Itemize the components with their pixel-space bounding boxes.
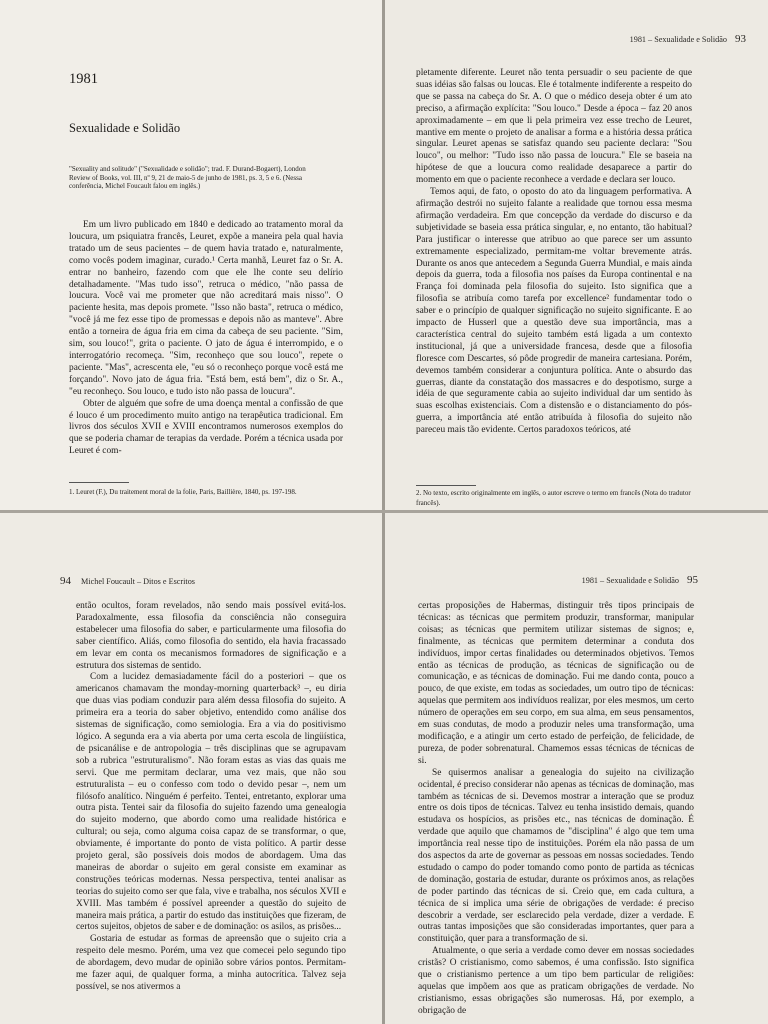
book-page-94 [0,512,384,1024]
paragraph: pletamente diferente. Leuret não tenta persuadir o seu paciente de que suas idéias são falsas ou loucas. Ele é totalmente indiferente a respeito do que se passa na cabeça do Sr. A. O que o médico deseja obter é um ato preciso, a afirmação explícita: "Sou louco." Desde a época – faz 20 anos aproximadamente – em que li pela primeira vez esse trecho de Leuret, mantive em mente o projeto de analisar a forma e a história dessa prática singular. Leuret apenas se satisfaz quando seu paciente declara: "Sou louco", ou melhor: "Tudo isso não passa de loucura." Ele se baseia na hipótese de que a loucura como realidade desaparece a partir do momento em que o paciente reconhece a verdade e declara ser louco. [416,68,692,186]
footnote: 1. Leuret (F.), Du traitement moral de la folie, Paris, Baillière, 1840, ps. 197-198. [69,488,297,496]
footnote-divider [416,485,476,486]
footnote-divider [69,482,129,483]
body-text [76,601,346,994]
body-text [418,601,694,1018]
paragraph: Gostaria de estudar as formas de apreensão que o sujeito cria a respeito dele mesmo. Porém, uma vez que comecei pelo segundo tipo de abordagem, devo mudar de opinião sobre vários pontos. Permitam-me fazer aqui, de qualquer forma, a minha autocrítica. Talvez seja possível, se nos ativermos a [76,934,346,992]
paragraph: Em um livro publicado em 1840 e dedicado ao tratamento moral da loucura, um psiquiatra francês, Leuret, expõe a maneira pela qual havia tratado um de seus pacientes – de quem havia tratado e, naturalmente, como vocês podem imaginar, curado.¹ Certa manhã, Leuret faz o Sr. A. entrar no banheiro, fazendo com que ele lhe conte seu delírio detalhadamente. "Mas tudo isso", retruca o médico, "não passa de loucura. Você vai me prometer que não acreditará mais nisso". O paciente hesita, mas depois promete. "Isso não basta", retruca o médico, "você já me fez esse tipo de promessas e depois não as manteve". Abre então a torneira de água fria em cima da cabeça de seu paciente. "Sim, sim, sou louco!", grita o paciente. O jato de água é interrompido, e o interrogatório recomeça. "Sim, reconheço que sou louco", repete o paciente. "Mas", acrescenta ele, "eu só o reconheço porque você está me forçando". Novo jato de água fria. "Está bem, está bem", diz o Sr. A., "eu reconheço. Sou louco, e tudo isto não passa de loucura". [69,220,343,397]
paragraph: então ocultos, foram revelados, não sendo mais possível evitá-los. Paradoxalmente, essa filosofia da consciência não conseguira estabelecer uma filosofia do saber, e particularmente uma filosofia do saber científico. Aliás, como filosofia do sentido, ela havia fracassado em levar em conta os mecanismos formadores de significação e a estrutura dos sistemas de sentido. [76,601,346,671]
page-separator [0,510,768,513]
running-head [60,575,195,587]
running-head [630,33,746,45]
paragraph: Atualmente, o que seria a verdade como dever em nossas sociedades cristãs? O cristianismo, como sabemos, é uma confissão. Isto significa que o cristianismo pertence a um tipo bem particular de religiões: aquelas que impõem aos que as praticam obrigações de verdade. No cristianismo, essas obrigações são numerosas. Há, por exemplo, a obrigação de [418,946,694,1016]
running-head-title: Michel Foucault – Ditos e Escritos [81,577,195,586]
running-head-title: 1981 – Sexualidade e Solidão [581,576,679,585]
paragraph: Com a lucidez demasiadamente fácil do a posteriori – que os americanos chamavam the monday-morning quarterback³ –, eu diria que duas vias podiam conduzir para além dessa filosofia do sujeito. A primeira era a teoria do saber objetivo, entendido como análise dos sistemas de significação, como semiologia. Era a via do positivismo lógico. A segunda era a via aberta por uma certa escola de lingüística, de psicanálise e de antropologia – três disciplinas que se agrupavam sob a rubrica "estruturalismo". Não foram estas as vias das quais me servi. Que me permitam declarar, uma vez mais, que não sou estruturalista – eu o confesso com todo o devido pesar –, nem um filósofo analítico. Ninguém é perfeito. Tentei, entretanto, explorar uma outra pista. Tentei sair da filosofia do sujeito fazendo uma genealogia do sujeito moderno, que abordo como uma realidade histórica e cultural; ou seja, como alguma coisa capaz de se transformar, o que, obviamente, é importante do ponto de vista político. A partir desse projeto geral, são possíveis dois modos de abordagem. Uma das maneiras de abordar o sujeito em geral consiste em examinar as construções teóricas modernas. Nessa perspectiva, tentei analisar as teorias do sujeito como ser que fala, vive e trabalha, nos séculos XVII e XVIII. Mas também é possível apreender a questão do sujeito de maneira mais prática, a partir do estudo das instituições que fizeram, de certos sujeitos, objetos de saber e de dominação: os asilos, as prisões... [76,672,346,933]
paragraph: Obter de alguém que sofre de uma doença mental a confissão de que é louco é um procedimento muito antigo na terapêutica tradicional. Em livros dos séculos XVII e XVIII encontramos numerosos exemplos do que se poderia chamar de terapias da verdade. Porém a técnica usada por Leuret é com- [69,398,343,457]
paragraph: Se quisermos analisar a genealogia do sujeito na civilização ocidental, é preciso considerar não apenas as técnicas de dominação, mas também as técnicas de si. Devemos mostrar a interação que se produz entre os dois tipos de técnicas. Talvez eu tenha insistido demais, quando estudava os hospícios, as prisões etc., nas técnicas de dominação. É verdade que aquilo que chamamos de "disciplina" é algo que tem uma importância real nesse tipo de instituições. Porém ela não passa de um dos aspectos da arte de governar as pessoas em nossas sociedades. Tendo estudado o campo do poder tomando como ponto de partida as técnicas de dominação, gostaria de estudar, durante os próximos anos, as relações de poder partindo das técnicas de si. Creio que, em cada cultura, a técnica de si implica uma série de obrigações de verdade: é preciso descobrir a verdade, ser esclarecido pela verdade, dizer a verdade. E outras tantas imposições que são consideradas importantes, quer para a constituição, quer para a transformação de si. [418,767,694,945]
chapter-year: 1981 [69,71,98,87]
book-page-95 [384,512,768,1024]
book-page-1981-opening [0,0,384,512]
body-text [416,68,692,437]
running-head [582,574,698,586]
footnote: 2. No texto, escrito originalmente em inglês, o autor escreve o termo em francês (Nota do tradutor francês). [416,489,691,507]
book-page-93 [384,0,768,512]
page-number: 93 [735,33,746,45]
page-number: 94 [60,575,71,587]
chapter-title: Sexualidade e Solidão [69,121,181,135]
paragraph: Temos aqui, de fato, o oposto do ato da linguagem performativa. A afirmação destrói no sujeito falante a realidade que tornou essa mesma afirmação verdadeira. Em que concepção da verdade do discurso e da subjetividade se baseia essa prática singular, e, no entanto, tão habitual? Para justificar o interesse que atribuo ao que parece ser um assunto extremamente especializado, permitam-me voltar brevemente atrás. Durante os anos que antecedem a Segunda Guerra Mundial, e mais ainda depois da guerra, toda a filosofia nos países da Europa continental e na França foi dominada pela filosofia do sujeito. Isto significa que a filosofia se atribuía como tarefa por excellence² fundamentar todo o saber e o princípio de qualquer significação no sujeito significante. E ao impacto de Husserl que a questão deve sua importância, mas a característica central do sujeito também está ligada a um contexto institucional, já que a universidade francesa, desde que a filosofia floresce com Descartes, só pôde progredir de maneira cartesiana. Porém, devemos também considerar a conjuntura política. Ante o absurdo das guerras, diante da constatação dos massacres e do despotismo, surge a idéia de que seguramente cabia ao sujeito individual dar um sentido às suas escolhas existenciais. Com a distensão e o distanciamento do pós-guerra, a importância até então atribuída à filosofia do sujeito não pareceu mais tão evidente. Certos paradoxos teóricos, até [416,187,692,436]
source-note: "Sexuality and solitude" ("Sexualidade e solidão"; trad. F. Durand-Bogaert), London Review of Books, vol. III, nº 9, 21 de maio-5 de junho de 1981, ps. 3, 5 e 6. (Nessa conferência, Michel Foucault falou em inglês.) [69,165,306,191]
running-head-title: 1981 – Sexualidade e Solidão [629,35,727,44]
paragraph: certas proposições de Habermas, distinguir três tipos principais de técnicas: as técnicas que permitem produzir, transformar, manipular coisas; as técnicas que permitem utilizar sistemas de signos; e, finalmente, as técnicas que permitem determinar a conduta dos indivíduos, impor certas finalidades ou determinados objetivos. Temos então as técnicas de produção, as técnicas de significação ou de comunicação, e as técnicas de dominação. Fui me dando conta, pouco a pouco, de que existe, em todas as sociedades, um outro tipo de técnicas: aquelas que permitem aos indivíduos realizar, por eles mesmos, um certo número de operações em seu corpo, em sua alma, em seus pensamentos, em suas condutas, de modo a produzir neles uma transformação, uma modificação, e a atingir um certo estado de perfeição, de felicidade, de pureza, de poder sobrenatural. Chamemos essas técnicas de técnicas de si. [418,601,694,766]
body-text [69,220,343,458]
page-number: 95 [687,574,698,586]
